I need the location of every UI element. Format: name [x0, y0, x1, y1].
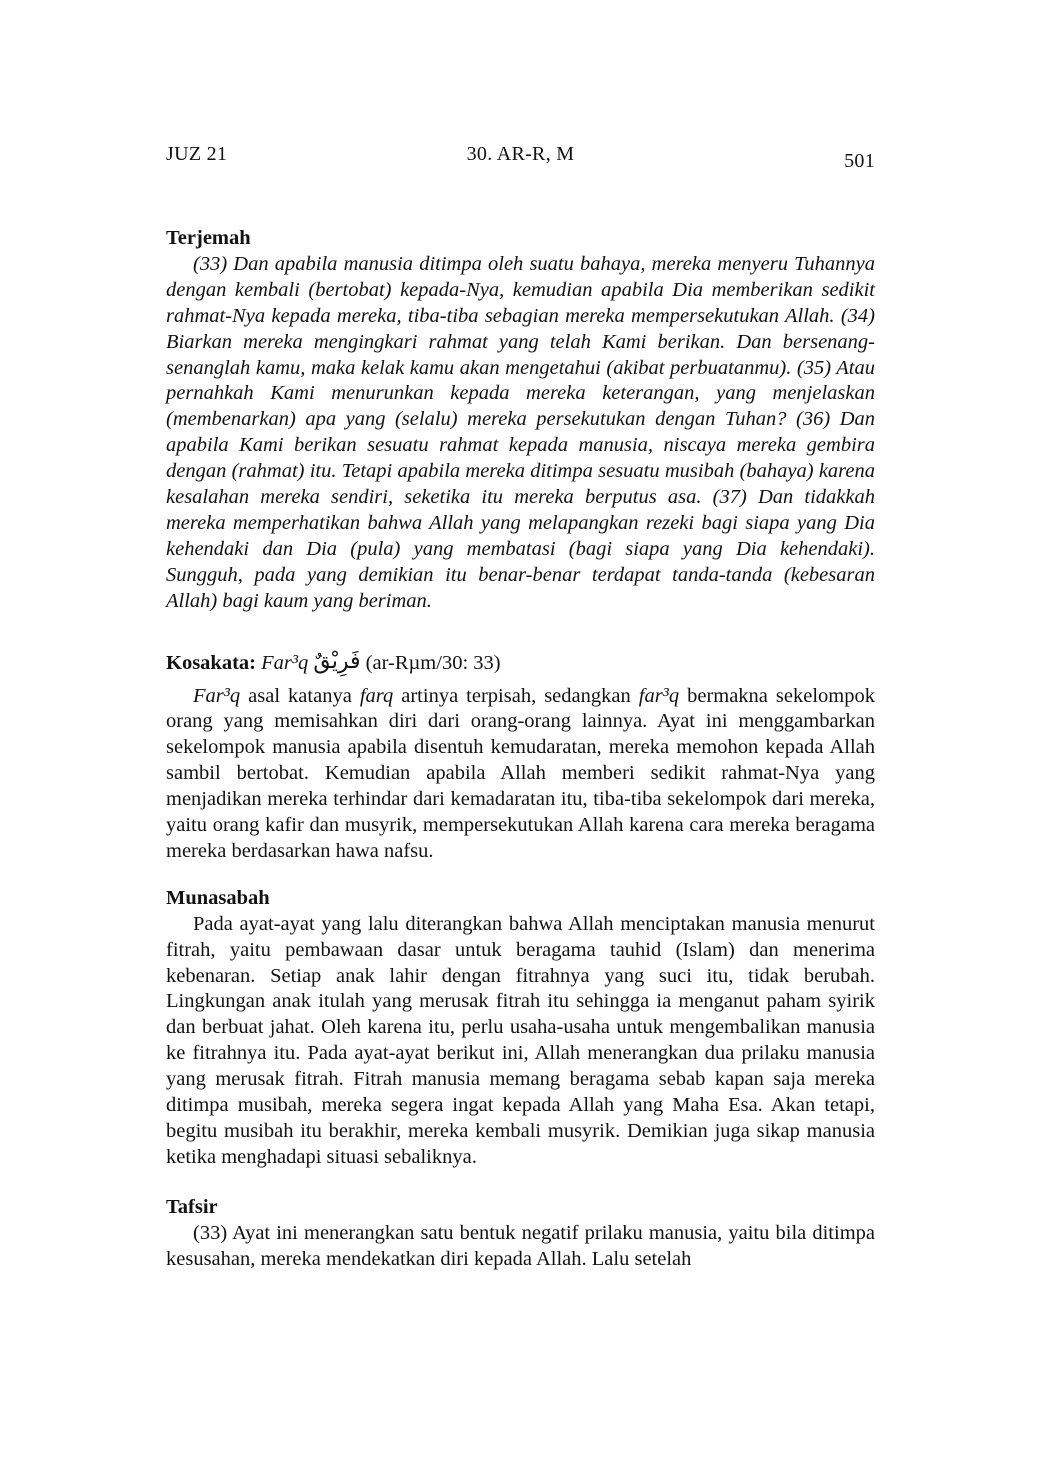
- section-munasabah: [166, 886, 875, 1171]
- page-number: 501: [844, 150, 875, 172]
- tafsir-heading: Tafsir: [166, 1195, 218, 1218]
- kosakata-italic-term: Far³q: [193, 684, 241, 707]
- kosakata-italic-term: farq: [359, 684, 394, 707]
- kosakata-heading-line: [166, 648, 875, 677]
- kosakata-label: Kosakata:: [166, 651, 256, 674]
- terjemah-heading: Terjemah: [166, 227, 251, 249]
- munasabah-heading: Munasabah: [166, 886, 270, 909]
- kosakata-text: bermakna sekelompok orang yang memisahkan diri dari orang-orang lainnya. Ayat ini menggambarkan sekelompok manusia apabila disentuh kemudaratan, mereka memohon kepada Allah sambil bertobat. Kemudian apabila Allah memberi sedikit rahmat-Nya yang menjadikan mereka terhindar dari kemadaratan itu, tiba-tiba sekelompok dari mereka, yaitu orang kafir dan musyrik, mempersekutukan Allah karena cara mereka beragama mereka berdasarkan hawa nafsu.: [166, 684, 875, 862]
- kosakata-text: asal katanya: [240, 684, 360, 707]
- surah-title: 30. AR-R, M: [466, 143, 575, 165]
- tafsir-paragraph: (33) Ayat ini menerangkan satu bentuk negatif prilaku manusia, yaitu bila ditimpa kesusahan, mereka mendekatkan diri kepada Allah. Lalu setelah: [166, 1221, 875, 1270]
- section-terjemah: [166, 226, 875, 615]
- juz-label: JUZ 21: [166, 143, 228, 165]
- section-tafsir: [166, 1195, 875, 1273]
- section-kosakata: [166, 648, 875, 865]
- kosakata-arabic-word: فَرِيْقٌ: [313, 648, 361, 674]
- page-header: [166, 143, 875, 172]
- terjemah-paragraph: (33) Dan apabila manusia ditimpa oleh suatu bahaya, mereka menyeru Tuhannya dengan kembali (bertobat) kepada-Nya, kemudian apabila Dia memberikan sedikit rahmat-Nya kepada mereka, tiba-tiba sebagian mereka mempersekutukan Allah. (34) Biarkan mereka mengingkari rahmat yang telah Kami berikan. Dan bersenang-senanglah kamu, maka kelak kamu akan mengetahui (akibat perbuatanmu). (35) Atau pernahkah Kami menurunkan kepada mereka keterangan, yang menjelaskan (membenarkan) apa yang (selalu) mereka persekutukan dengan Tuhan? (36) Dan apabila Kami berikan sesuatu rahmat kepada manusia, niscaya mereka gembira dengan (rahmat) itu. Tetapi apabila mereka ditimpa sesuatu musibah (bahaya) karena kesalahan mereka sendiri, seketika itu mereka berputus asa. (37) Dan tidakkah mereka memperhatikan bahwa Allah yang melapangkan rezeki bagi siapa yang Dia kehendaki dan Dia (pula) yang membatasi (bagi siapa yang Dia kehendaki). Sungguh, pada yang demikian itu benar-benar terdapat tanda-tanda (kebesaran Allah) bagi kaum yang beriman.: [166, 252, 875, 612]
- kosakata-paragraph: [166, 684, 875, 865]
- kosakata-reference: (ar-Rµm/30: 33): [365, 651, 501, 674]
- kosakata-text: artinya terpisah, sedangkan: [393, 684, 639, 707]
- kosakata-term: Far³q: [261, 651, 309, 674]
- munasabah-paragraph: Pada ayat-ayat yang lalu diterangkan bahwa Allah menciptakan manusia menurut fitrah, yaitu pembawaan dasar untuk beragama tauhid (Islam) dan menerima kebenaran. Setiap anak lahir dengan fitrahnya yang suci itu, tidak berubah. Lingkungan anak itulah yang merusak fitrah itu sehingga ia menganut paham syirik dan berbuat jahat. Oleh karena itu, perlu usaha-usaha untuk mengembalikan manusia ke fitrahnya itu. Pada ayat-ayat berikut ini, Allah menerangkan dua prilaku manusia yang merusak fitrah. Fitrah manusia memang beragama sebab kapan saja mereka ditimpa musibah, mereka segera ingat kepada Allah yang Maha Esa. Akan tetapi, begitu musibah itu berakhir, mereka kembali musyrik. Demikian juga sikap manusia ketika menghadapi situasi sebaliknya.: [166, 912, 875, 1168]
- kosakata-italic-term: far³q: [638, 684, 680, 707]
